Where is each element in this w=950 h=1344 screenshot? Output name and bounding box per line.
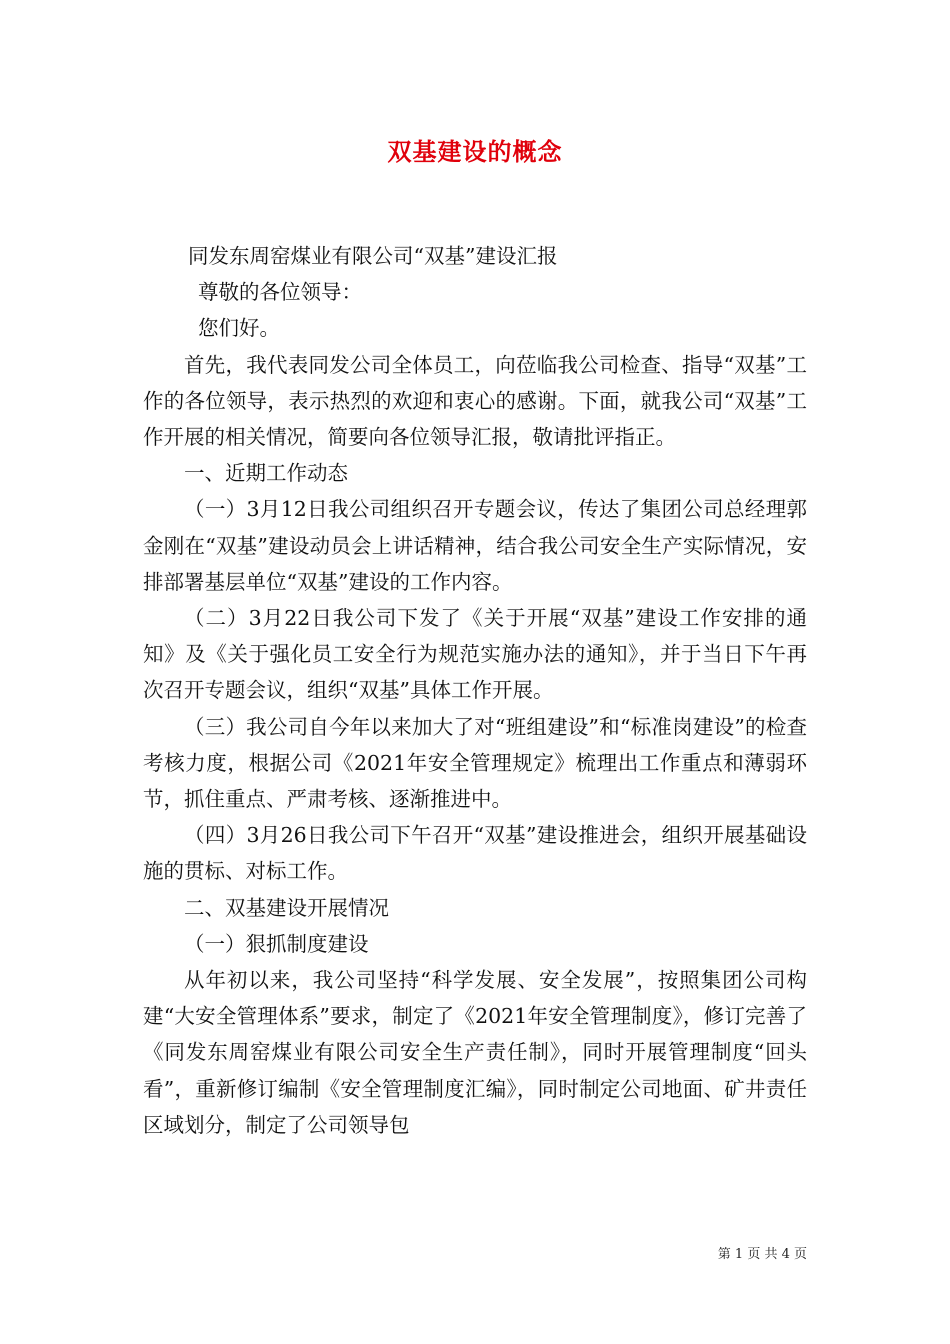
section-heading-2: 二、双基建设开展情况 [184,895,389,920]
section-heading-1: 一、近期工作动态 [184,461,348,486]
subsection-heading: （一）狠抓制度建设 [184,931,369,956]
paragraph-item-4: （四）3月26日我公司下午召开“双基”建设推进会，组织开展基础设施的贯标、对标工作。 [143,823,807,884]
paragraph-item-3: （三）我公司自今年以来加大了对“班组建设”和“标准岗建设”的检查考核力度，根据公司《2021年安全管理规定》梳理出工作重点和薄弱环节，抓住重点、严肃考核、逐渐推进中。 [143,714,807,812]
paragraph-system-building: 从年初以来，我公司坚持“科学发展、安全发展”，按照集团公司构建“大安全管理体系”要求，制定了《2021年安全管理制度》，修订完善了《同发东周窑煤业有限公司安全生产责任制》，同时开展管理制度“回头看”，重新修订编制《安全管理制度汇编》，同时制定公司地面、矿井责任区域划分，制定了公司领导包 [143,968,807,1137]
page-number: 第 1 页 共 4 页 [717,1247,807,1262]
greeting: 您们好。 [198,316,280,341]
paragraph-intro: 首先，我代表同发公司全体员工，向莅临我公司检查、指导“双基”工作的各位领导，表示热烈的欢迎和衷心的感谢。下面，就我公司“双基”工作开展的相关情况，简要向各位领导汇报，敬请批评指正。 [143,352,807,450]
paragraph-item-1: （一）3月12日我公司组织召开专题会议，传达了集团公司总经理郭金刚在“双基”建设动员会上讲话精神，结合我公司安全生产实际情况，安排部署基层单位“双基”建设的工作内容。 [143,497,807,594]
paragraph-item-2: （二）3月22日我公司下发了《关于开展“双基”建设工作安排的通知》及《关于强化员工安全行为规范实施办法的通知》，并于当日下午再次召开专题会议，组织“双基”具体工作开展。 [143,606,807,703]
salutation: 尊敬的各位领导： [198,280,362,305]
document-title: 双基建设的概念 [387,137,563,166]
document-body [143,238,807,1143]
report-heading: 同发东周窑煤业有限公司“双基”建设汇报 [188,244,558,268]
